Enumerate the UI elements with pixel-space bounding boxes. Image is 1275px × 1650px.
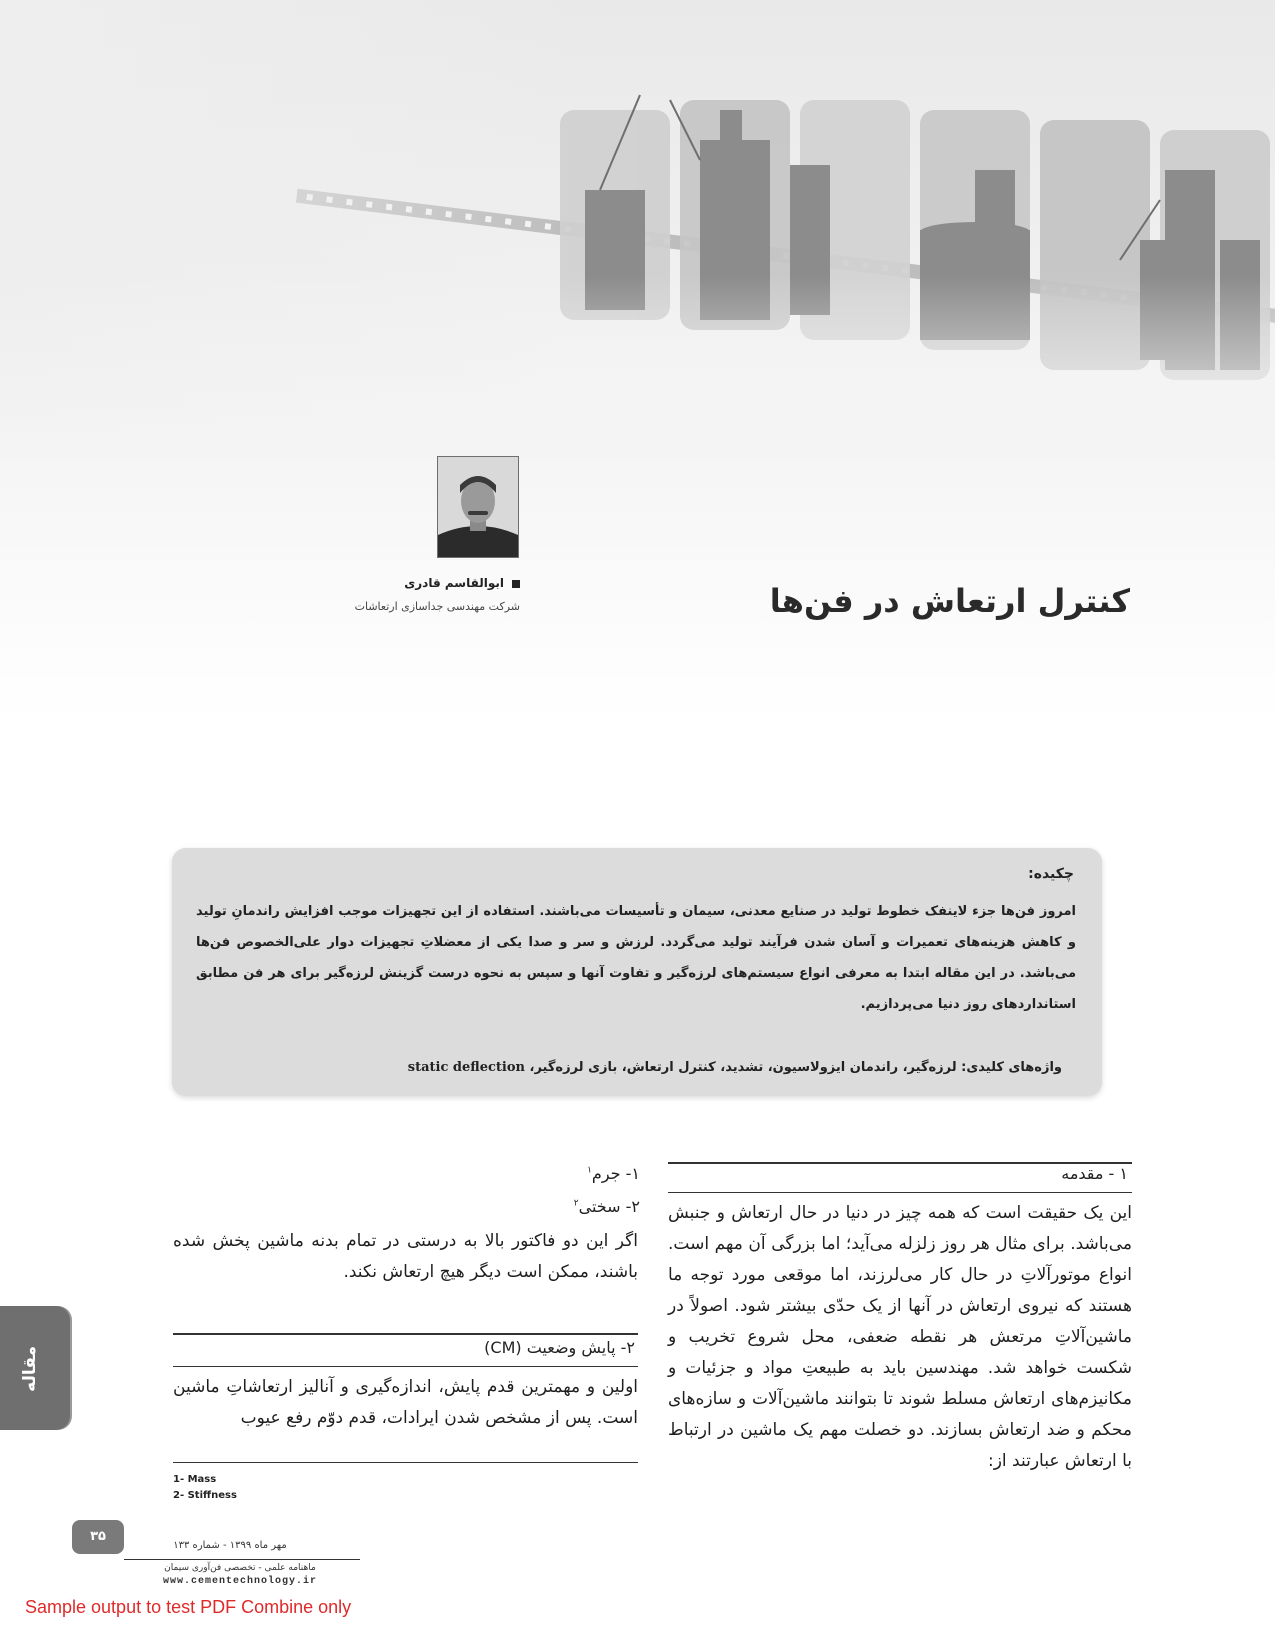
footnote-separator: [173, 1462, 638, 1463]
keywords-label: واژه‌های کلیدی:: [961, 1060, 1062, 1075]
cement-plant-collage-image: [0, 0, 1275, 460]
keywords-english: static deflection: [407, 1060, 525, 1075]
side-tab-label: مقاله: [20, 1346, 40, 1392]
article-title: کنترل ارتعاش در فن‌ها: [769, 582, 1130, 620]
author-portrait-image: [438, 457, 518, 557]
footnote-2: 2- Stiffness: [173, 1490, 237, 1501]
footer-magazine: ماهنامه علمی - تخصصی فن‌آوری سیمان: [164, 1563, 316, 1573]
keywords-line: [202, 1060, 1062, 1075]
header-banner: [0, 0, 1275, 720]
keywords-persian: لرزه‌گیر، راندمان ایزولاسیون، تشدید، کنترل ارتعاش، بازی لرزه‌گیر،: [529, 1060, 957, 1075]
section-side-tab: [0, 1306, 70, 1430]
list-item-mass-text: ۱- جرم: [591, 1164, 640, 1183]
footnote-ref-2: ۲: [573, 1198, 579, 1209]
abstract-box: [172, 848, 1102, 1096]
author-name: [330, 576, 520, 590]
section1-bottom-rule: [668, 1192, 1132, 1193]
section2-heading: ۲- پایش وضعیت (CM): [484, 1338, 635, 1357]
list-item-mass: [350, 1164, 640, 1183]
footer-rule: [124, 1559, 360, 1560]
footnote-1: 1- Mass: [173, 1474, 217, 1485]
list-item-stiffness-text: ۲- سختی: [578, 1197, 640, 1216]
author-photo: [437, 456, 519, 558]
section2-body: اولین و مهمترین قدم پایش، اندازه‌گیری و آنالیز ارتعاشاتِ ماشین است. پس از مشخص شدن ایرادات، قدم دوّم رفع عیوب: [173, 1377, 638, 1428]
list-item-stiffness: [350, 1197, 640, 1216]
watermark-text: Sample output to test PDF Combine only: [25, 1597, 352, 1617]
section2-top-rule: [173, 1333, 638, 1335]
abstract-heading: چکیده:: [1028, 866, 1074, 882]
section1-heading: ۱ - مقدمه: [1061, 1164, 1128, 1183]
bullet-square-icon: [512, 580, 520, 588]
abstract-body: امروز فن‌ها جزء لاینفک خطوط تولید در صنایع معدنی، سیمان و تأسیسات می‌باشند. استفاده از این تجهیزات موجب افزایش راندمانِ تولید و کاهش هزینه‌های تعمیرات و آسان شدن فرآیند تولید می‌گردد. لرزش و سر و صدا یکی از معضلاتِ تجهیزات دوار علی‌الخصوص فن‌ها می‌باشد. در این مقاله ابتدا به معرفی انواع سیستم‌های لرزه‌گیر و تفاوت آنها و سپس به نحوه درست گزینش لرزه‌گیر برای هر فن مطابق استانداردهای روز دنیا می‌پردازیم.: [196, 904, 1076, 1012]
section1-body: این یک حقیقت است که همه چیز در دنیا در حال ارتعاش و جنبش می‌باشد. برای مثال هر روز زلزله می‌آید؛ اما بزرگی آن مهم است. انواع موتورآلاتِ در حال کار می‌لرزند، اما موقعی مورد توجه ما هستند که نیروی ارتعاش در آنها از یک حدّی بیشتر شود. اصولاً در ماشین‌آلاتِ مرتعش هر نقطه ضعفی، محل شروع تخریب و شکست خواهد شد. مهندسین باید به طبیعتِ مواد و جزئیات و مکانیزم‌های ارتعاش مسلط شوند تا بتوانند ماشین‌آلات و سازه‌های محکم و ضد ارتعاش بسازند. دو خصلت مهم یک ماشین در ارتباط با ارتعاش عبارتند از:: [668, 1203, 1132, 1471]
author-affiliation: شرکت مهندسی جداسازی ارتعاشات: [354, 600, 520, 613]
author-name-text: ابوالقاسم قادری: [404, 576, 504, 590]
footer-issue: مهر ماه ۱۳۹۹ - شماره ۱۳۳: [173, 1540, 287, 1551]
footer-website: www.cementechnology.ir: [162, 1576, 318, 1587]
footnotes: [173, 1472, 237, 1504]
page-number-badge: ۳۵: [72, 1520, 124, 1554]
list-followup-paragraph: اگر این دو فاکتور بالا به درستی در تمام بدنه ماشین پخش شده باشند، ممکن است دیگر هیچ ارتعاش نکند.: [173, 1231, 638, 1282]
footnote-ref-1: ۱: [587, 1165, 592, 1176]
section2-bottom-rule: [173, 1366, 638, 1367]
